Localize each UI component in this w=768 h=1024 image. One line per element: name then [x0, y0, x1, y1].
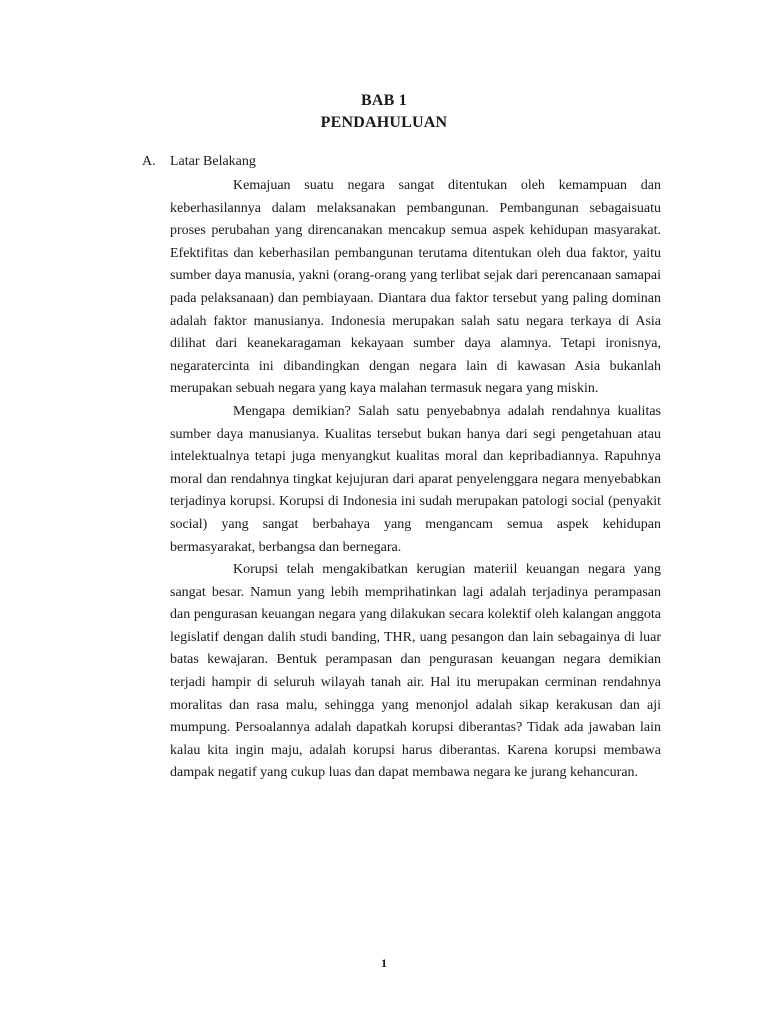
section-letter: A.	[142, 154, 156, 169]
section-heading	[142, 154, 256, 170]
page-number: 1	[381, 956, 387, 970]
chapter-number: BAB 1	[361, 92, 407, 109]
chapter-title: PENDAHULUAN	[320, 114, 448, 131]
paragraph-1: Kemajuan suatu negara sangat ditentukan oleh kemampuan dan keberhasilannya dalam melaksanakan pembangunan. Pembangunan sebagaisuatu proses perubahan yang direncanakan mencakup semua aspek kehidupan masyarakat. Efektifitas dan keberhasilan pembangunan terutama ditentukan oleh dua faktor, yaitu sumber daya manusia, yakni (orang-orang yang terlibat sejak dari perencanaan samapai pada pelaksanaan) dan pembiayaan. Diantara dua faktor tersebut yang paling dominan adalah faktor manusianya. Indonesia merupakan salah satu negara terkaya di Asia dilihat dari keanekaragaman kekayaan sumber daya alamnya. Tetapi ironisnya, negaratercinta ini dibandingkan dengan negara lain di kawasan Asia bukanlah merupakan sebuah negara yang kaya malahan termasuk negara yang miskin.	[170, 178, 661, 397]
body-text	[170, 175, 661, 785]
paragraph-2: Mengapa demikian? Salah satu penyebabnya adalah rendahnya kualitas sumber daya manusianya. Kualitas tersebut bukan hanya dari segi pengetahuan atau intelektualnya tetapi juga menyangkut kualitas moral dan kepribadiannya. Rapuhnya moral dan rendahnya tingkat kejujuran dari aparat penyelenggara negara menyebabkan terjadinya korupsi. Korupsi di Indonesia ini sudah merupakan patologi social (penyakit social) yang sangat berbahaya yang mengancam semua aspek kehidupan bermasyarakat, berbangsa dan bernegara.	[170, 403, 661, 555]
paragraph-3: Korupsi telah mengakibatkan kerugian materiil keuangan negara yang sangat besar. Namun yang lebih memprihatinkan lagi adalah terjadinya perampasan dan pengurasan keuangan negara yang dilakukan secara kolektif oleh kalangan anggota legislatif dengan dalih studi banding, THR, uang pesangon dan lain sebagainya di luar batas kewajaran. Bentuk perampasan dan pengurasan keuangan negara demikian terjadi hampir di seluruh wilayah tanah air. Hal itu merupakan cerminan rendahnya moralitas dan rasa malu, sehingga yang menonjol adalah sikap kerakusan dan aji mumpung. Persoalannya adalah dapatkah korupsi diberantas? Tidak ada jawaban lain kalau kita ingin maju, adalah korupsi harus diberantas. Karena korupsi membawa dampak negatif yang cukup luas dan dapat membawa negara ke jurang kehancuran.	[170, 562, 661, 781]
section-title: Latar Belakang	[170, 154, 256, 169]
